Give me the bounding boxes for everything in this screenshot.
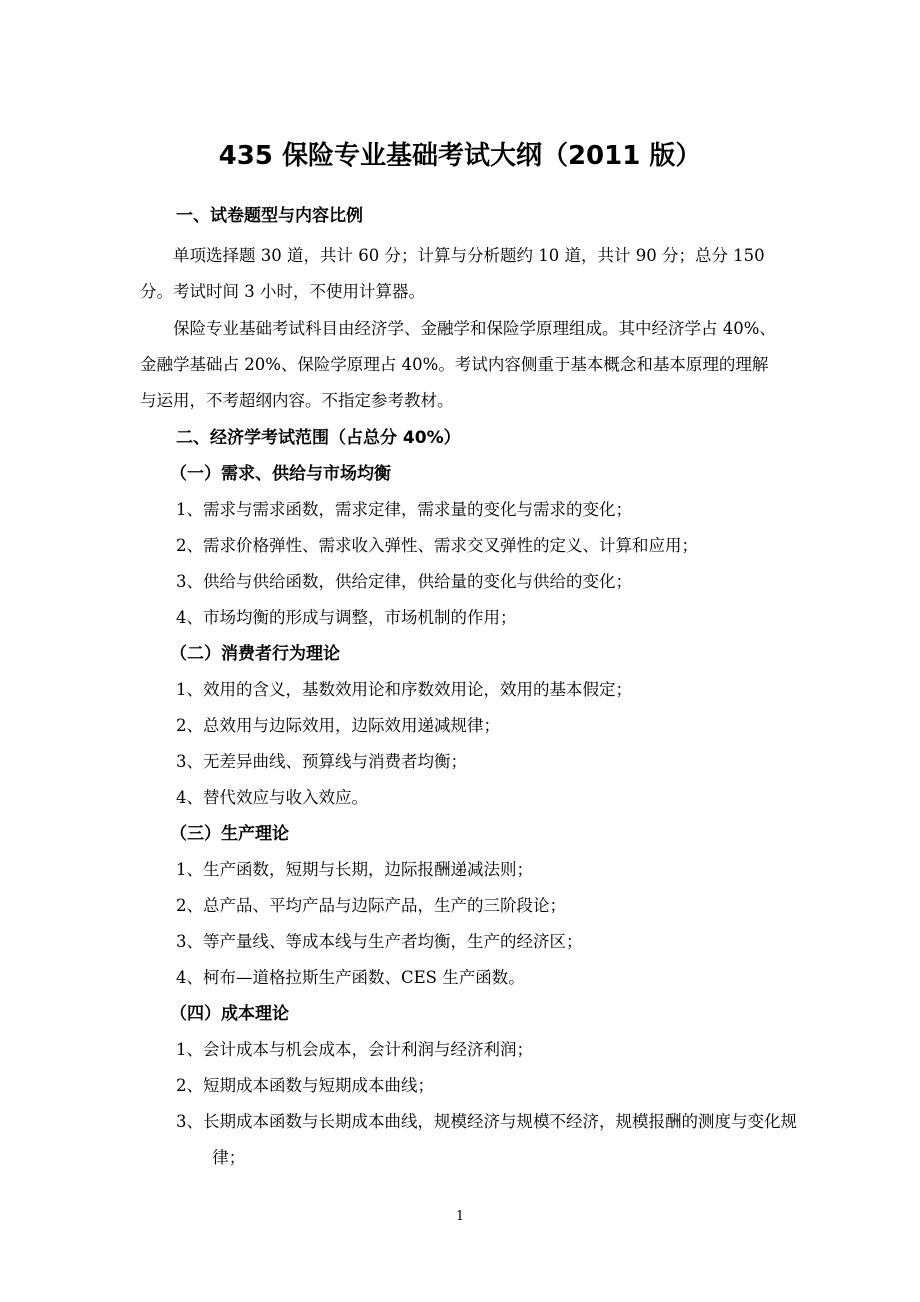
list-item: 3、无差异曲线、预算线与消费者均衡； [176, 752, 467, 771]
subsection-heading-production: （三）生产理论 [170, 824, 289, 844]
paragraph-exam-content: 保险专业基础考试科目由经济学、金融学和保险学原理组成。其中经济学占 40%、金融学基础占 20%、保险学原理占 40%。考试内容侧重于基本概念和基本原理的理解与运用，不考超纲内容。不指定参考教材。 [140, 319, 776, 410]
page-number: 1 [455, 1209, 465, 1224]
subsection-heading-demand-supply: （一）需求、供给与市场均衡 [170, 464, 391, 484]
list-item: 2、总产品、平均产品与边际产品，生产的三阶段论； [176, 896, 566, 915]
list-item: 3、供给与供给函数，供给定律，供给量的变化与供给的变化； [176, 572, 632, 591]
list-item: 1、会计成本与机会成本，会计利润与经济利润； [176, 1040, 533, 1059]
section-heading-2: 二、经济学考试范围（占总分 40%） [176, 428, 461, 448]
list-item: 1、需求与需求函数，需求定律，需求量的变化与需求的变化； [176, 500, 632, 519]
section-heading-1: 一、试卷题型与内容比例 [176, 206, 363, 226]
subsection-heading-cost: （四）成本理论 [170, 1004, 289, 1024]
list-item: 2、总效用与边际效用，边际效用递减规律； [176, 716, 500, 735]
list-item: 2、需求价格弹性、需求收入弹性、需求交叉弹性的定义、计算和应用； [176, 536, 698, 555]
list-item: 3、等产量线、等成本线与生产者均衡，生产的经济区； [176, 932, 583, 951]
document-title: 435 保险专业基础考试大纲（2011 版） [218, 141, 702, 171]
paragraph-exam-format: 单项选择题 30 道，共计 60 分；计算与分析题约 10 道，共计 90 分；总分 150 分。考试时间 3 小时，不使用计算器。 [140, 246, 765, 301]
list-item: 1、生产函数，短期与长期，边际报酬递减法则； [176, 860, 533, 879]
list-item: 4、替代效应与收入效应。 [176, 788, 368, 807]
list-item: 3、长期成本函数与长期成本曲线，规模经济与规模不经济，规模报酬的测度与变化规律； [176, 1112, 797, 1167]
subsection-heading-consumer: （二）消费者行为理论 [170, 644, 340, 664]
list-item: 4、柯布—道格拉斯生产函数、CES 生产函数。 [176, 968, 525, 987]
list-item: 2、短期成本函数与短期成本曲线； [176, 1076, 434, 1095]
list-item: 1、效用的含义，基数效用论和序数效用论，效用的基本假定； [176, 680, 632, 699]
list-item: 4、市场均衡的形成与调整，市场机制的作用； [176, 608, 517, 627]
